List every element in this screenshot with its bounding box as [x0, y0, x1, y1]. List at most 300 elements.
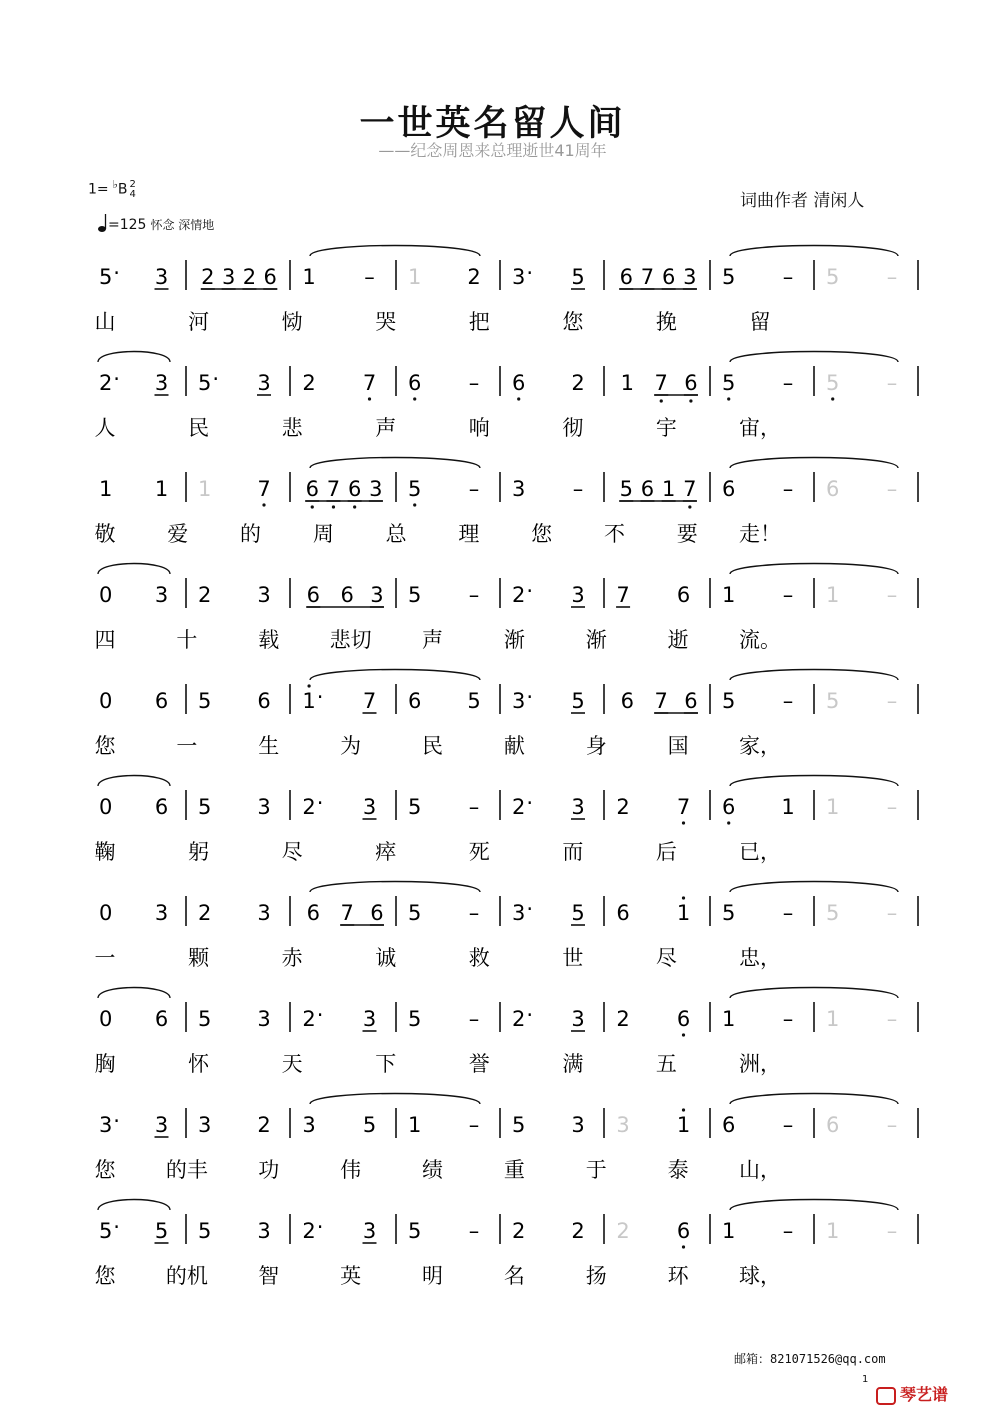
key-note: B: [117, 181, 128, 198]
lyric-word: 载: [258, 628, 280, 652]
page-number: 1: [862, 1374, 869, 1385]
dash-note: –: [782, 265, 794, 289]
note: 3: [571, 583, 585, 607]
dot-mark: ·: [113, 261, 120, 285]
lyric-word: 哭: [375, 310, 397, 334]
note: 3: [257, 371, 271, 395]
note: 2: [198, 583, 212, 607]
lyric-word: 洲，: [739, 1052, 781, 1076]
lyric-word: 悲切: [329, 628, 372, 652]
note: 3: [683, 265, 697, 289]
note: 5: [198, 795, 212, 819]
lyric-word: 彻: [562, 416, 584, 440]
lyric-word: 四: [94, 628, 116, 652]
note: 2: [302, 1007, 316, 1031]
lyric-word: 泰: [667, 1158, 689, 1182]
lyric-word: 的: [240, 522, 262, 546]
lyric-word: 宙，: [739, 416, 781, 440]
dash-note: –: [782, 583, 794, 607]
dash-note: –: [886, 795, 898, 819]
lyric-word: 民: [422, 734, 443, 758]
slur-mark: [730, 458, 898, 469]
low-octave-dot: [311, 505, 314, 508]
dash-note: –: [468, 795, 480, 819]
lyric-word: 走！: [739, 522, 781, 546]
song-subtitle: ——纪念周恩来总理逝世41周年: [378, 141, 607, 160]
lyric-word: 要: [676, 522, 698, 546]
dot-mark: ·: [526, 1003, 534, 1027]
note: 1: [722, 583, 736, 607]
note: 6: [257, 689, 271, 713]
note: 6: [684, 689, 698, 713]
note: 6: [722, 477, 736, 501]
note: 7: [340, 901, 354, 925]
note: 2: [616, 1219, 630, 1243]
lyric-word: 民: [188, 416, 210, 440]
dot-mark: ·: [526, 791, 534, 815]
lyric-word: 声: [422, 628, 443, 652]
lyric-word: 躬: [188, 840, 210, 864]
lyric-word: 天: [281, 1052, 303, 1076]
lyric-word: 恸: [281, 310, 303, 334]
lyric-word: 国: [667, 734, 689, 758]
note: 6: [154, 795, 169, 819]
note: 7: [676, 795, 691, 819]
lyric-word: 总: [385, 522, 407, 546]
lyric-word: 生: [258, 734, 280, 758]
note: 3: [571, 795, 585, 819]
note: 6: [347, 477, 362, 501]
dash-note: –: [886, 1219, 898, 1243]
note: 7: [654, 689, 668, 713]
lyric-word: 您: [94, 1264, 116, 1288]
lyric-word: 满: [562, 1052, 584, 1076]
note: 1: [826, 795, 840, 819]
note: 6: [154, 1007, 169, 1031]
lyric-word: 您: [94, 1158, 116, 1182]
low-octave-dot: [368, 397, 371, 400]
slur-mark: [310, 670, 480, 681]
note: 1: [98, 477, 113, 501]
lyric-word: 悲: [281, 416, 303, 440]
note: 6: [512, 371, 526, 395]
note: 5: [408, 583, 422, 607]
note: 7: [362, 689, 377, 713]
lyric-word: 您: [94, 734, 116, 758]
author-credit: 词曲作者 清闲人: [740, 191, 865, 211]
note: 7: [257, 477, 271, 501]
note: 1: [408, 265, 422, 289]
slur-mark: [730, 670, 898, 681]
note: 5: [408, 477, 422, 501]
note: 1: [198, 477, 212, 501]
note: 6: [684, 371, 698, 395]
dash-note: –: [468, 1219, 480, 1243]
note: 6: [619, 265, 633, 289]
note: 1: [826, 1007, 840, 1031]
note: 2: [302, 371, 316, 395]
low-octave-dot: [727, 821, 730, 824]
lyric-word: 怀: [188, 1052, 210, 1076]
note: 3: [369, 477, 383, 501]
note: 5: [198, 1219, 212, 1243]
note: 3: [198, 1113, 212, 1137]
dash-note: –: [468, 583, 480, 607]
tempo-value: =125: [108, 217, 147, 233]
lyric-word: 忠，: [739, 946, 781, 970]
high-octave-dot: [682, 1108, 685, 1111]
time-numerator: 2: [129, 178, 136, 190]
slur-mark: [310, 246, 480, 257]
note: 1: [781, 795, 795, 819]
lyric-word: 救: [468, 946, 490, 970]
note: 6: [306, 901, 321, 925]
lyric-word: 理: [458, 522, 480, 546]
note: 0: [98, 901, 113, 925]
note: 5: [408, 1219, 422, 1243]
note: 5: [571, 901, 585, 925]
note: 6: [826, 1113, 840, 1137]
dash-note: –: [468, 1007, 480, 1031]
note: 5: [362, 1113, 377, 1137]
low-octave-dot: [688, 505, 691, 508]
slur-mark: [98, 776, 170, 787]
note: 5: [98, 265, 113, 289]
note: 6: [263, 265, 277, 289]
note: 2: [302, 1219, 316, 1243]
note: 7: [326, 477, 341, 501]
note: 6: [676, 1219, 691, 1243]
lyric-word: 誉: [468, 1052, 490, 1076]
lyric-word: 扬: [585, 1264, 607, 1288]
low-octave-dot: [332, 505, 335, 508]
note: 3: [512, 901, 526, 925]
dot-mark: ·: [526, 261, 534, 285]
dash-note: –: [782, 1113, 794, 1137]
note: 5: [722, 689, 736, 713]
slur-mark: [730, 1094, 898, 1105]
lyric-word: 已，: [739, 840, 781, 864]
lyric-word: 尽: [655, 946, 677, 970]
note: 2: [512, 795, 526, 819]
note: 6: [616, 901, 630, 925]
note: 3: [616, 1113, 630, 1137]
note: 6: [370, 901, 384, 925]
lyric-word: 周: [312, 522, 334, 546]
dot-mark: ·: [526, 685, 534, 709]
note: 3: [154, 901, 169, 925]
dash-note: –: [886, 371, 898, 395]
note: 5: [408, 1007, 422, 1031]
lyric-word: 明: [422, 1264, 443, 1288]
high-octave-dot: [682, 896, 685, 899]
low-octave-dot: [831, 397, 834, 400]
note: 5: [512, 1113, 526, 1137]
lyric-word: 十: [176, 628, 198, 652]
note: 5: [408, 795, 422, 819]
low-octave-dot: [727, 397, 730, 400]
note: 5: [571, 265, 585, 289]
low-octave-dot: [262, 503, 265, 506]
lyric-word: 逝: [667, 628, 689, 652]
note: 1: [302, 265, 316, 289]
dash-note: –: [572, 477, 584, 501]
note: 3: [154, 583, 169, 607]
dot-mark: ·: [113, 1215, 120, 1239]
lyric-word: 山，: [739, 1158, 781, 1182]
low-octave-dot: [682, 1033, 685, 1036]
note: 1: [154, 477, 169, 501]
song-title: 一世英名留人间: [359, 104, 626, 144]
dash-note: –: [782, 1007, 794, 1031]
note: 6: [722, 795, 736, 819]
note: 5: [826, 689, 840, 713]
note: 6: [306, 583, 321, 607]
note: 5: [571, 689, 585, 713]
lyric-word: 一: [176, 734, 198, 758]
note: 6: [722, 1113, 736, 1137]
note: 6: [408, 371, 422, 395]
lyric-word: 爱: [167, 522, 189, 546]
note: 6: [676, 583, 691, 607]
note: 3: [362, 795, 377, 819]
contact-email: 邮箱：821071526@qq.com: [734, 1352, 886, 1366]
note: 5: [826, 901, 840, 925]
note: 3: [512, 689, 526, 713]
note: 6: [640, 477, 655, 501]
dash-note: –: [468, 1113, 480, 1137]
dash-note: –: [886, 1113, 898, 1137]
lyric-word: 留: [749, 310, 771, 334]
note: 0: [98, 795, 113, 819]
note: 3: [257, 583, 271, 607]
low-octave-dot: [517, 397, 520, 400]
note: 1: [620, 371, 635, 395]
lyric-word: 伟: [340, 1158, 362, 1182]
dot-mark: ·: [316, 791, 324, 815]
dot-mark: ·: [212, 367, 220, 391]
slur-mark: [730, 246, 898, 257]
note: 6: [340, 583, 354, 607]
note: 6: [408, 689, 422, 713]
lyric-word: 的机: [165, 1264, 208, 1288]
lyric-word: 敬: [94, 522, 116, 546]
site-logo: [876, 1382, 948, 1405]
note: 5: [722, 901, 736, 925]
lyric-word: 赤: [281, 946, 303, 970]
lyric-word: 献: [503, 734, 525, 758]
logo-text: 琴艺谱: [900, 1385, 949, 1404]
note: 5: [408, 901, 422, 925]
lyric-word: 您: [531, 522, 553, 546]
note: 5: [826, 265, 840, 289]
lyric-word: 世: [562, 946, 584, 970]
dot-mark: ·: [113, 367, 120, 391]
note: 2: [201, 265, 215, 289]
lyric-word: 人: [94, 416, 116, 440]
lyric-word: 家，: [739, 734, 781, 758]
low-octave-dot: [660, 399, 663, 402]
dash-note: –: [886, 477, 898, 501]
low-octave-dot: [682, 821, 685, 824]
lyric-word: 环: [667, 1264, 689, 1288]
note: 5: [198, 689, 212, 713]
lyric-word: 诚: [375, 946, 397, 970]
lyric-word: 山: [94, 310, 116, 334]
note: 3: [221, 265, 236, 289]
note: 7: [683, 477, 697, 501]
dash-note: –: [886, 583, 898, 607]
slur-mark: [98, 352, 170, 363]
note: 2: [98, 371, 113, 395]
dot-mark: ·: [316, 1003, 324, 1027]
note: 1: [302, 689, 316, 713]
note: 3: [257, 1219, 271, 1243]
dash-note: –: [468, 371, 480, 395]
note: 3: [512, 265, 526, 289]
note: 3: [154, 265, 169, 289]
note: 1: [676, 1113, 691, 1137]
flat-icon: ♭: [112, 178, 118, 191]
note: 2: [467, 265, 481, 289]
lyric-word: 为: [340, 734, 362, 758]
note: 5: [154, 1219, 169, 1243]
note: 2: [302, 795, 316, 819]
note: 1: [408, 1113, 422, 1137]
note: 5: [826, 371, 840, 395]
note: 0: [98, 1007, 113, 1031]
note: 6: [305, 477, 319, 501]
note: 5: [98, 1219, 113, 1243]
lyric-word: 尽: [281, 840, 303, 864]
lyric-word: 英: [340, 1264, 362, 1288]
note: 2: [616, 1007, 630, 1031]
lyric-word: 五: [655, 1052, 677, 1076]
dash-note: –: [782, 1219, 794, 1243]
note: 6: [661, 265, 676, 289]
lyric-word: 鞠: [94, 840, 116, 864]
slur-mark: [730, 988, 898, 999]
lyric-word: 声: [375, 416, 397, 440]
dash-note: –: [782, 689, 794, 713]
note: 3: [512, 477, 526, 501]
dash-note: –: [782, 901, 794, 925]
dash-note: –: [468, 901, 480, 925]
note: 3: [571, 1113, 585, 1137]
dash-note: –: [468, 477, 480, 501]
logo-icon: [876, 1387, 896, 1405]
note: 1: [676, 901, 691, 925]
dash-note: –: [886, 901, 898, 925]
lyric-word: 胸: [94, 1052, 116, 1076]
note: 3: [257, 901, 271, 925]
slur-mark: [730, 564, 898, 575]
note: 2: [512, 1007, 526, 1031]
dash-note: –: [782, 371, 794, 395]
lyric-word: 的丰: [165, 1158, 208, 1182]
note: 3: [370, 583, 384, 607]
dot-mark: ·: [526, 897, 534, 921]
low-octave-dot: [413, 503, 416, 506]
low-octave-dot: [353, 505, 356, 508]
dot-mark: ·: [113, 1109, 120, 1133]
dash-note: –: [782, 477, 794, 501]
note: 3: [571, 1007, 585, 1031]
lyric-word: 下: [375, 1052, 397, 1076]
low-octave-dot: [413, 397, 416, 400]
slur-mark: [310, 882, 480, 893]
note: 7: [654, 371, 668, 395]
slur-mark: [310, 458, 480, 469]
note: 2: [257, 1113, 271, 1137]
note: 2: [512, 583, 526, 607]
note: 3: [362, 1007, 377, 1031]
lyric-word: 绩: [422, 1158, 443, 1182]
key-prefix: 1=: [88, 181, 109, 198]
note: 6: [154, 689, 169, 713]
lyric-word: 响: [468, 416, 490, 440]
low-octave-dot: [682, 1245, 685, 1248]
note: 1: [722, 1007, 736, 1031]
slur-mark: [730, 776, 898, 787]
lyric-word: 瘁: [375, 840, 397, 864]
note: 1: [661, 477, 676, 501]
lyric-word: 名: [503, 1264, 525, 1288]
high-octave-dot: [307, 684, 310, 687]
note: 6: [620, 689, 635, 713]
lyric-word: 不: [603, 522, 625, 546]
note: 2: [512, 1219, 526, 1243]
lyric-word: 智: [258, 1264, 280, 1288]
note: 3: [362, 1219, 377, 1243]
note: 5: [198, 371, 212, 395]
lyric-word: 功: [258, 1158, 280, 1182]
dash-note: –: [886, 689, 898, 713]
dot-mark: ·: [316, 685, 324, 709]
lyric-word: 挽: [655, 310, 677, 334]
lyric-word: 重: [503, 1158, 525, 1182]
note: 2: [571, 371, 585, 395]
lyric-word: 而: [562, 840, 584, 864]
time-denominator: 4: [129, 188, 136, 200]
lyric-word: 流。: [739, 628, 781, 652]
lyric-word: 河: [188, 310, 210, 334]
note: 0: [98, 689, 113, 713]
note: 5: [619, 477, 633, 501]
slur-mark: [98, 564, 170, 575]
slur-mark: [730, 352, 898, 363]
note: 2: [242, 265, 257, 289]
slur-mark: [730, 882, 898, 893]
lyric-word: 身: [585, 734, 607, 758]
note: 3: [257, 1007, 271, 1031]
lyric-word: 后: [655, 840, 677, 864]
note: 5: [722, 265, 736, 289]
note: 3: [154, 1113, 169, 1137]
lyric-word: 死: [468, 840, 490, 864]
dash-note: –: [886, 265, 898, 289]
note: 1: [826, 1219, 840, 1243]
note: 0: [98, 583, 113, 607]
dash-note: –: [364, 265, 375, 289]
low-octave-dot: [689, 399, 692, 402]
note: 6: [826, 477, 840, 501]
lyric-word: 球，: [739, 1264, 781, 1288]
dot-mark: ·: [316, 1215, 324, 1239]
note: 3: [98, 1113, 113, 1137]
note: 5: [467, 689, 481, 713]
dash-note: –: [886, 1007, 898, 1031]
